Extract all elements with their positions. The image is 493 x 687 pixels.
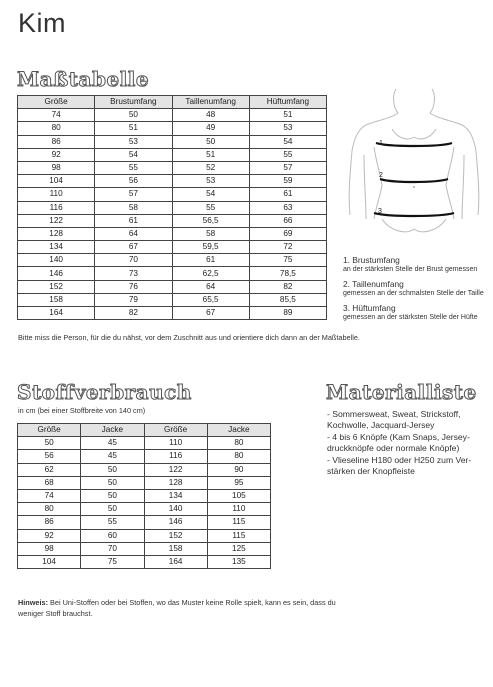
table-cell: 68 bbox=[18, 476, 81, 489]
table-cell: 66 bbox=[249, 214, 326, 227]
table-row bbox=[18, 122, 327, 135]
table-row bbox=[18, 227, 327, 240]
column-header: Größe bbox=[18, 96, 95, 109]
fabric-table-title: Stoffverbrauch bbox=[17, 380, 192, 404]
table-cell: 158 bbox=[18, 293, 95, 306]
table-cell: 57 bbox=[249, 161, 326, 174]
table-row bbox=[18, 529, 271, 542]
table-row bbox=[18, 450, 271, 463]
table-cell: 104 bbox=[18, 555, 81, 568]
table-row bbox=[18, 175, 327, 188]
table-cell: 67 bbox=[95, 241, 172, 254]
table-cell: 80 bbox=[18, 503, 81, 516]
legend-item-chest bbox=[343, 255, 491, 273]
table-cell: 61 bbox=[95, 214, 172, 227]
column-header: Hüftumfang bbox=[249, 96, 326, 109]
table-cell: 45 bbox=[81, 437, 144, 450]
measure-line-chest bbox=[376, 143, 452, 146]
table-cell: 76 bbox=[95, 280, 172, 293]
table-cell: 50 bbox=[81, 489, 144, 502]
table-row bbox=[18, 542, 271, 555]
table-row bbox=[18, 201, 327, 214]
size-table bbox=[17, 95, 327, 320]
table-cell: 75 bbox=[249, 254, 326, 267]
measure-legend bbox=[343, 255, 491, 321]
table-cell: 86 bbox=[18, 516, 81, 529]
table-cell: 80 bbox=[207, 450, 270, 463]
table-cell: 69 bbox=[249, 227, 326, 240]
table-cell: 146 bbox=[18, 267, 95, 280]
materials-line: druckknöpfe oder normale Knöpfe) bbox=[327, 443, 460, 454]
size-table-note: Bitte miss die Person, für die du nähst, vor dem Zuschnitt aus und orientiere dich dann an der Maßtabelle. bbox=[18, 333, 360, 342]
table-cell: 74 bbox=[18, 109, 95, 122]
table-cell: 82 bbox=[249, 280, 326, 293]
table-cell: 70 bbox=[81, 542, 144, 555]
table-cell: 56 bbox=[18, 450, 81, 463]
table-cell: 158 bbox=[144, 542, 207, 555]
table-cell: 50 bbox=[95, 109, 172, 122]
fabric-table bbox=[17, 423, 271, 569]
table-cell: 53 bbox=[95, 135, 172, 148]
materials-line: - Vlieseline H180 oder H250 zum Ver- bbox=[327, 454, 472, 465]
table-cell: 52 bbox=[172, 161, 249, 174]
materials-line: Kochwolle, Jacquard-Jersey bbox=[327, 420, 435, 431]
table-cell: 50 bbox=[81, 463, 144, 476]
table-row bbox=[18, 214, 327, 227]
table-cell: 55 bbox=[172, 201, 249, 214]
table-cell: 60 bbox=[81, 529, 144, 542]
table-row bbox=[18, 293, 327, 306]
table-cell: 115 bbox=[207, 516, 270, 529]
figure-legs bbox=[382, 219, 446, 232]
table-row bbox=[18, 148, 327, 161]
table-cell: 53 bbox=[249, 122, 326, 135]
table-cell: 98 bbox=[18, 542, 81, 555]
table-cell: 125 bbox=[207, 542, 270, 555]
table-row bbox=[18, 516, 271, 529]
materials-title: Materialliste bbox=[326, 380, 477, 404]
legend-desc-hip: gemessen an der stärksten Stelle der Hüfte bbox=[343, 314, 478, 321]
legend-desc-waist: gemessen an der schmalsten Stelle der Taille bbox=[343, 290, 484, 297]
table-cell: 58 bbox=[172, 227, 249, 240]
materials-list bbox=[327, 409, 489, 477]
marker-2: 2 bbox=[379, 172, 383, 179]
table-cell: 80 bbox=[207, 437, 270, 450]
table-cell: 80 bbox=[18, 122, 95, 135]
table-cell: 164 bbox=[18, 307, 95, 320]
table-cell: 78,5 bbox=[249, 267, 326, 280]
table-cell: 85,5 bbox=[249, 293, 326, 306]
table-cell: 45 bbox=[81, 450, 144, 463]
table-cell: 164 bbox=[144, 555, 207, 568]
legend-item-hip bbox=[343, 303, 491, 321]
column-header: Brustumfang bbox=[95, 96, 172, 109]
table-cell: 152 bbox=[144, 529, 207, 542]
measure-line-hip bbox=[374, 213, 454, 216]
figure-navel bbox=[413, 186, 415, 188]
table-cell: 54 bbox=[249, 135, 326, 148]
table-cell: 55 bbox=[95, 161, 172, 174]
materials-line: stärken der Knopfleiste bbox=[327, 466, 415, 477]
table-cell: 98 bbox=[18, 161, 95, 174]
figure-arms bbox=[349, 151, 479, 219]
marker-3: 3 bbox=[378, 208, 382, 215]
table-cell: 122 bbox=[144, 463, 207, 476]
table-cell: 62,5 bbox=[172, 267, 249, 280]
table-row bbox=[18, 463, 271, 476]
figure-head-outline bbox=[394, 89, 398, 113]
table-cell: 134 bbox=[18, 241, 95, 254]
table-cell: 51 bbox=[249, 109, 326, 122]
legend-title-hip: 3. Hüftumfang bbox=[343, 303, 396, 313]
table-cell: 105 bbox=[207, 489, 270, 502]
table-cell: 49 bbox=[172, 122, 249, 135]
table-cell: 51 bbox=[95, 122, 172, 135]
table-cell: 95 bbox=[207, 476, 270, 489]
table-row bbox=[18, 241, 327, 254]
table-cell: 67 bbox=[172, 307, 249, 320]
table-cell: 89 bbox=[249, 307, 326, 320]
table-cell: 73 bbox=[95, 267, 172, 280]
materials-line: - Sommersweat, Sweat, Strickstoff, bbox=[327, 409, 461, 419]
table-cell: 61 bbox=[172, 254, 249, 267]
table-row bbox=[18, 280, 327, 293]
table-cell: 54 bbox=[95, 148, 172, 161]
table-cell: 135 bbox=[207, 555, 270, 568]
table-cell: 140 bbox=[144, 503, 207, 516]
table-cell: 146 bbox=[144, 516, 207, 529]
table-cell: 86 bbox=[18, 135, 95, 148]
column-header: Größe bbox=[18, 424, 81, 437]
table-cell: 54 bbox=[172, 188, 249, 201]
legend-item-waist bbox=[343, 279, 491, 297]
table-cell: 82 bbox=[95, 307, 172, 320]
table-cell: 59 bbox=[249, 175, 326, 188]
table-cell: 115 bbox=[207, 529, 270, 542]
table-cell: 61 bbox=[249, 188, 326, 201]
table-row bbox=[18, 188, 327, 201]
fabric-table-subtitle: in cm (bei einer Stoffbreite von 140 cm) bbox=[18, 406, 146, 415]
legend-desc-chest: an der stärksten Stelle der Brust gemessen bbox=[343, 266, 478, 273]
table-cell: 59,5 bbox=[172, 241, 249, 254]
table-cell: 79 bbox=[95, 293, 172, 306]
table-row bbox=[18, 437, 271, 450]
table-cell: 55 bbox=[81, 516, 144, 529]
table-row bbox=[18, 135, 327, 148]
figure-chest-lines bbox=[392, 129, 436, 139]
table-cell: 64 bbox=[95, 227, 172, 240]
table-cell: 152 bbox=[18, 280, 95, 293]
fabric-hint-text: Bei Uni-Stoffen oder bei Stoffen, wo das Muster keine Rolle spielt, kann es sein, dass du weniger Stoff brauchst. bbox=[18, 598, 336, 618]
table-cell: 50 bbox=[172, 135, 249, 148]
table-cell: 50 bbox=[18, 437, 81, 450]
table-cell: 75 bbox=[81, 555, 144, 568]
table-cell: 58 bbox=[95, 201, 172, 214]
table-cell: 64 bbox=[172, 280, 249, 293]
materials-line: - 4 bis 6 Knöpfe (Kam Snaps, Jersey- bbox=[327, 431, 470, 442]
table-row bbox=[18, 503, 271, 516]
table-cell: 122 bbox=[18, 214, 95, 227]
table-cell: 56 bbox=[95, 175, 172, 188]
table-cell: 55 bbox=[249, 148, 326, 161]
table-cell: 110 bbox=[144, 437, 207, 450]
table-row bbox=[18, 476, 271, 489]
column-header: Jacke bbox=[81, 424, 144, 437]
size-table-title: Maßtabelle bbox=[17, 67, 150, 91]
table-cell: 92 bbox=[18, 529, 81, 542]
table-cell: 62 bbox=[18, 463, 81, 476]
table-row bbox=[18, 555, 271, 568]
table-cell: 72 bbox=[249, 241, 326, 254]
figure-head-outline-right bbox=[430, 89, 434, 113]
table-row bbox=[18, 489, 271, 502]
table-cell: 116 bbox=[144, 450, 207, 463]
table-cell: 50 bbox=[81, 503, 144, 516]
table-cell: 56,5 bbox=[172, 214, 249, 227]
column-header: Größe bbox=[144, 424, 207, 437]
brand-title: Kim bbox=[18, 8, 66, 38]
table-row bbox=[18, 161, 327, 174]
table-cell: 51 bbox=[172, 148, 249, 161]
column-header: Jacke bbox=[207, 424, 270, 437]
table-cell: 128 bbox=[144, 476, 207, 489]
table-cell: 116 bbox=[18, 201, 95, 214]
table-cell: 57 bbox=[95, 188, 172, 201]
legend-title-waist: 2. Taillenumfang bbox=[343, 279, 404, 289]
table-row bbox=[18, 307, 327, 320]
table-cell: 48 bbox=[172, 109, 249, 122]
column-header: Taillenumfang bbox=[172, 96, 249, 109]
table-cell: 134 bbox=[144, 489, 207, 502]
legend-title-chest: 1. Brustumfang bbox=[343, 255, 400, 265]
measure-line-waist bbox=[380, 179, 448, 182]
table-row bbox=[18, 254, 327, 267]
table-cell: 65,5 bbox=[172, 293, 249, 306]
table-row bbox=[18, 109, 327, 122]
table-cell: 74 bbox=[18, 489, 81, 502]
table-cell: 50 bbox=[81, 476, 144, 489]
table-cell: 110 bbox=[18, 188, 95, 201]
table-cell: 104 bbox=[18, 175, 95, 188]
table-cell: 110 bbox=[207, 503, 270, 516]
fabric-hint bbox=[18, 597, 338, 619]
table-cell: 53 bbox=[172, 175, 249, 188]
marker-1: 1 bbox=[379, 140, 383, 147]
fabric-hint-label: Hinweis: bbox=[18, 598, 49, 607]
table-row bbox=[18, 267, 327, 280]
table-cell: 128 bbox=[18, 227, 95, 240]
table-cell: 140 bbox=[18, 254, 95, 267]
table-cell: 90 bbox=[207, 463, 270, 476]
table-cell: 70 bbox=[95, 254, 172, 267]
table-cell: 63 bbox=[249, 201, 326, 214]
body-figure bbox=[330, 85, 490, 245]
table-cell: 92 bbox=[18, 148, 95, 161]
